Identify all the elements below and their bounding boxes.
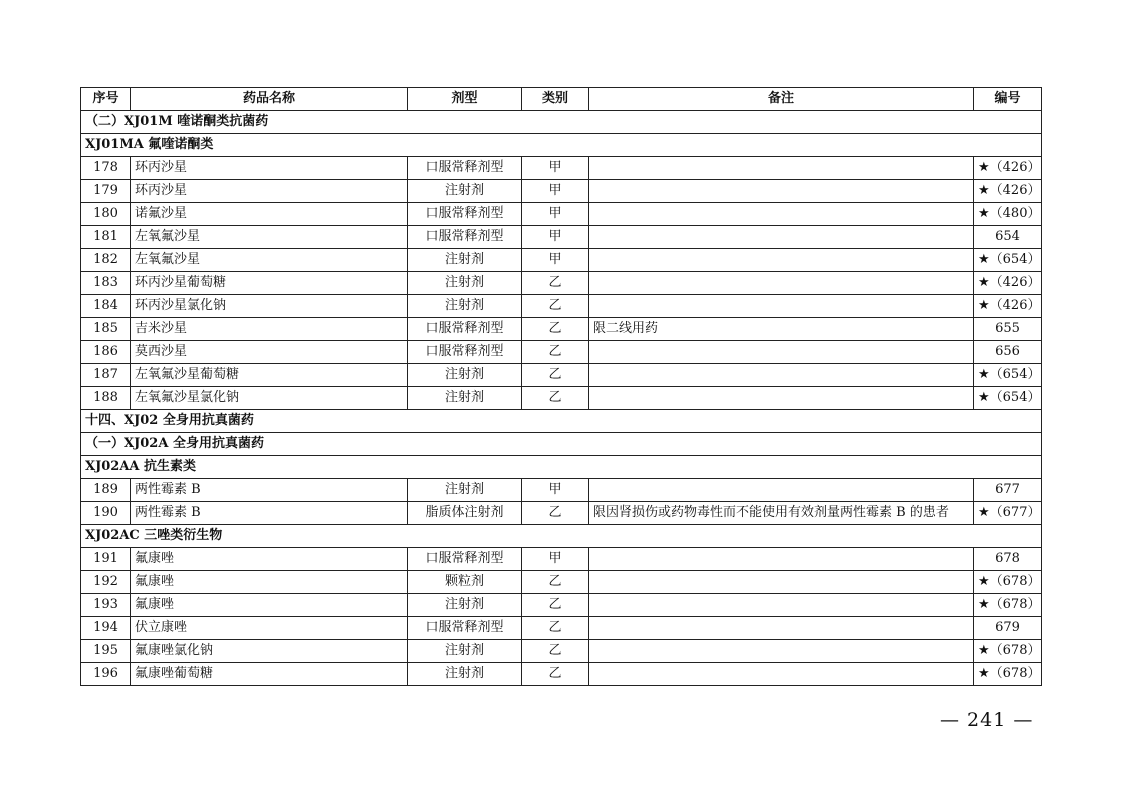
remarks-cell	[589, 387, 974, 410]
section-heading: XJ02AA 抗生素类	[81, 456, 1042, 479]
serial-cell: 196	[81, 663, 131, 686]
remarks-cell	[589, 571, 974, 594]
drug-name-cell: 氟康唑	[131, 548, 408, 571]
table-row	[81, 341, 1042, 364]
category-cell: 甲	[522, 226, 589, 249]
serial-cell: 186	[81, 341, 131, 364]
code-cell: 655	[974, 318, 1042, 341]
code-cell: ★（426）	[974, 180, 1042, 203]
table-row	[81, 226, 1042, 249]
header-remarks: 备注	[589, 88, 974, 111]
table-row	[81, 318, 1042, 341]
dosage-form-cell: 口服常释剂型	[408, 617, 522, 640]
dosage-form-cell: 注射剂	[408, 249, 522, 272]
table-header-row	[81, 88, 1042, 111]
table-row	[81, 663, 1042, 686]
drug-name-cell: 伏立康唑	[131, 617, 408, 640]
serial-cell: 195	[81, 640, 131, 663]
serial-cell: 184	[81, 295, 131, 318]
serial-cell: 183	[81, 272, 131, 295]
dosage-form-cell: 口服常释剂型	[408, 203, 522, 226]
serial-cell: 178	[81, 157, 131, 180]
code-cell: 677	[974, 479, 1042, 502]
category-cell: 乙	[522, 272, 589, 295]
table-row	[81, 594, 1042, 617]
dosage-form-cell: 注射剂	[408, 594, 522, 617]
drug-name-cell: 氟康唑氯化钠	[131, 640, 408, 663]
table-row	[81, 571, 1042, 594]
category-cell: 乙	[522, 502, 589, 525]
remarks-cell	[589, 180, 974, 203]
section-heading: XJ02AC 三唑类衍生物	[81, 525, 1042, 548]
drug-name-cell: 氟康唑	[131, 571, 408, 594]
code-cell: ★（678）	[974, 594, 1042, 617]
category-cell: 乙	[522, 640, 589, 663]
section-heading-row	[81, 410, 1042, 433]
remarks-cell	[589, 295, 974, 318]
code-cell: ★（426）	[974, 295, 1042, 318]
drug-list-table	[80, 87, 1042, 686]
category-cell: 乙	[522, 594, 589, 617]
category-cell: 甲	[522, 479, 589, 502]
drug-name-cell: 氟康唑	[131, 594, 408, 617]
serial-cell: 194	[81, 617, 131, 640]
code-cell: ★（654）	[974, 387, 1042, 410]
category-cell: 乙	[522, 341, 589, 364]
code-cell: ★（426）	[974, 157, 1042, 180]
category-cell: 甲	[522, 203, 589, 226]
section-heading-row	[81, 134, 1042, 157]
code-cell: ★（678）	[974, 571, 1042, 594]
section-heading: （一）XJ02A 全身用抗真菌药	[81, 433, 1042, 456]
dosage-form-cell: 注射剂	[408, 295, 522, 318]
section-heading-row	[81, 525, 1042, 548]
dosage-form-cell: 注射剂	[408, 640, 522, 663]
serial-cell: 192	[81, 571, 131, 594]
remarks-cell	[589, 663, 974, 686]
dosage-form-cell: 口服常释剂型	[408, 548, 522, 571]
remarks-cell: 限因肾损伤或药物毒性而不能使用有效剂量两性霉素 B 的患者	[589, 502, 974, 525]
dosage-form-cell: 脂质体注射剂	[408, 502, 522, 525]
code-cell: ★（480）	[974, 203, 1042, 226]
header-category: 类别	[522, 88, 589, 111]
drug-name-cell: 左氧氟沙星氯化钠	[131, 387, 408, 410]
drug-name-cell: 氟康唑葡萄糖	[131, 663, 408, 686]
category-cell: 甲	[522, 548, 589, 571]
section-heading: 十四、XJ02 全身用抗真菌药	[81, 410, 1042, 433]
serial-cell: 179	[81, 180, 131, 203]
remarks-cell	[589, 617, 974, 640]
header-dosage-form: 剂型	[408, 88, 522, 111]
code-cell: 656	[974, 341, 1042, 364]
serial-cell: 193	[81, 594, 131, 617]
code-cell: ★（678）	[974, 663, 1042, 686]
category-cell: 乙	[522, 387, 589, 410]
code-cell: ★（677）	[974, 502, 1042, 525]
table-row	[81, 203, 1042, 226]
drug-name-cell: 两性霉素 B	[131, 502, 408, 525]
drug-name-cell: 左氧氟沙星	[131, 249, 408, 272]
dosage-form-cell: 口服常释剂型	[408, 341, 522, 364]
category-cell: 乙	[522, 364, 589, 387]
drug-name-cell: 左氧氟沙星	[131, 226, 408, 249]
table-row	[81, 180, 1042, 203]
category-cell: 甲	[522, 180, 589, 203]
code-cell: 679	[974, 617, 1042, 640]
remarks-cell	[589, 203, 974, 226]
remarks-cell	[589, 249, 974, 272]
section-heading: XJ01MA 氟喹诺酮类	[81, 134, 1042, 157]
table-row	[81, 272, 1042, 295]
dosage-form-cell: 口服常释剂型	[408, 157, 522, 180]
remarks-cell	[589, 479, 974, 502]
table-row	[81, 502, 1042, 525]
header-drug-name: 药品名称	[131, 88, 408, 111]
section-heading-row	[81, 433, 1042, 456]
category-cell: 乙	[522, 295, 589, 318]
remarks-cell	[589, 594, 974, 617]
code-cell: ★（654）	[974, 364, 1042, 387]
dosage-form-cell: 口服常释剂型	[408, 226, 522, 249]
remarks-cell	[589, 548, 974, 571]
table-row	[81, 295, 1042, 318]
table-row	[81, 479, 1042, 502]
section-heading: （二）XJ01M 喹诺酮类抗菌药	[81, 111, 1042, 134]
drug-name-cell: 环丙沙星氯化钠	[131, 295, 408, 318]
serial-cell: 182	[81, 249, 131, 272]
drug-name-cell: 环丙沙星	[131, 157, 408, 180]
remarks-cell	[589, 341, 974, 364]
dosage-form-cell: 口服常释剂型	[408, 318, 522, 341]
code-cell: ★（426）	[974, 272, 1042, 295]
remarks-cell	[589, 640, 974, 663]
category-cell: 甲	[522, 157, 589, 180]
drug-name-cell: 莫西沙星	[131, 341, 408, 364]
serial-cell: 187	[81, 364, 131, 387]
section-heading-row	[81, 111, 1042, 134]
dosage-form-cell: 注射剂	[408, 387, 522, 410]
category-cell: 乙	[522, 318, 589, 341]
table-row	[81, 364, 1042, 387]
dosage-form-cell: 注射剂	[408, 364, 522, 387]
remarks-cell	[589, 157, 974, 180]
drug-name-cell: 两性霉素 B	[131, 479, 408, 502]
code-cell: ★（654）	[974, 249, 1042, 272]
code-cell: 654	[974, 226, 1042, 249]
remarks-cell: 限二线用药	[589, 318, 974, 341]
table-row	[81, 249, 1042, 272]
serial-cell: 191	[81, 548, 131, 571]
serial-cell: 180	[81, 203, 131, 226]
table-row	[81, 640, 1042, 663]
code-cell: 678	[974, 548, 1042, 571]
serial-cell: 189	[81, 479, 131, 502]
header-code: 编号	[974, 88, 1042, 111]
dosage-form-cell: 注射剂	[408, 272, 522, 295]
serial-cell: 188	[81, 387, 131, 410]
table-row	[81, 157, 1042, 180]
dosage-form-cell: 注射剂	[408, 180, 522, 203]
category-cell: 甲	[522, 249, 589, 272]
category-cell: 乙	[522, 617, 589, 640]
header-serial: 序号	[81, 88, 131, 111]
section-heading-row	[81, 456, 1042, 479]
category-cell: 乙	[522, 571, 589, 594]
remarks-cell	[589, 226, 974, 249]
drug-name-cell: 左氧氟沙星葡萄糖	[131, 364, 408, 387]
table-row	[81, 548, 1042, 571]
drug-name-cell: 环丙沙星	[131, 180, 408, 203]
dosage-form-cell: 颗粒剂	[408, 571, 522, 594]
dosage-form-cell: 注射剂	[408, 663, 522, 686]
serial-cell: 185	[81, 318, 131, 341]
table-row	[81, 617, 1042, 640]
dosage-form-cell: 注射剂	[408, 479, 522, 502]
remarks-cell	[589, 272, 974, 295]
drug-name-cell: 诺氟沙星	[131, 203, 408, 226]
serial-cell: 181	[81, 226, 131, 249]
table-row	[81, 387, 1042, 410]
serial-cell: 190	[81, 502, 131, 525]
remarks-cell	[589, 364, 974, 387]
code-cell: ★（678）	[974, 640, 1042, 663]
category-cell: 乙	[522, 663, 589, 686]
page-number: — 241 —	[940, 709, 1034, 731]
drug-name-cell: 吉米沙星	[131, 318, 408, 341]
drug-name-cell: 环丙沙星葡萄糖	[131, 272, 408, 295]
